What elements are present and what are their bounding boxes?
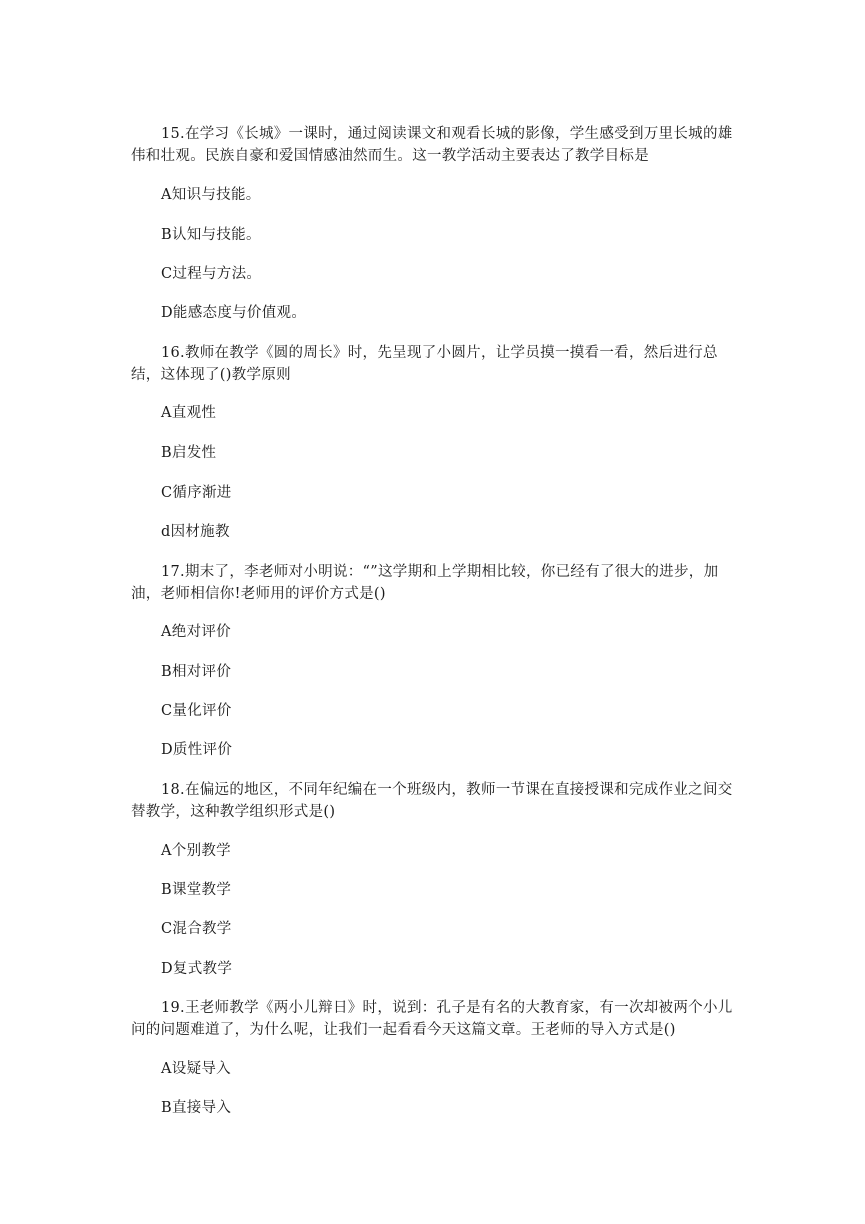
question-16-option-b: B启发性 — [161, 445, 217, 461]
question-17-option-c: C量化评价 — [161, 703, 232, 719]
question-18-option-c: C混合教学 — [161, 921, 232, 937]
question-18-option-a: A个别教学 — [161, 843, 231, 859]
question-19-option-b: B直接导入 — [161, 1100, 232, 1116]
question-17-option-a: A绝对评价 — [161, 624, 231, 640]
question-18-option-d: D复式教学 — [161, 961, 233, 977]
question-15-option-c: C过程与方法。 — [161, 266, 262, 282]
question-15-option-d: D能感态度与价值观。 — [161, 305, 307, 321]
question-18-stem: 18.在偏远的地区，不同年纪编在一个班级内，教师一节课在直接授课和完成作业之间交替教学，这种教学组织形式是() — [131, 782, 733, 820]
question-19-option-a: A设疑导入 — [161, 1061, 231, 1077]
question-16-option-c: C循序渐进 — [161, 485, 232, 501]
question-17-stem: 17.期末了，李老师对小明说：“”这学期和上学期相比较，你已经有了很大的进步，加油，老师相信你!老师用的评价方式是() — [131, 564, 719, 602]
question-17-option-b: B相对评价 — [161, 664, 232, 680]
question-16-option-a: A直观性 — [161, 405, 217, 421]
question-16-option-d: d因材施教 — [161, 524, 230, 540]
question-18-option-b: B课堂教学 — [161, 882, 232, 898]
question-17-option-d: D质性评价 — [161, 742, 233, 758]
question-15-option-b: B认知与技能。 — [161, 227, 261, 243]
question-16-stem: 16.教师在教学《圆的周长》时，先呈现了小圆片，让学员摸一摸看一看，然后进行总结，这体现了()教学原则 — [131, 345, 718, 383]
question-19-stem: 19.王老师教学《两小儿辩日》时，说到：孔子是有名的大教育家，有一次却被两个小儿问的问题难道了，为什么呢，让我们一起看看今天这篇文章。王老师的导入方式是() — [131, 1000, 733, 1038]
question-15-stem: 15.在学习《长城》一课时，通过阅读课文和观看长城的影像，学生感受到万里长城的雄伟和壮观。民族自豪和爱国情感油然而生。这一教学活动主要表达了教学目标是 — [131, 126, 733, 164]
question-15-option-a: A知识与技能。 — [161, 187, 261, 203]
